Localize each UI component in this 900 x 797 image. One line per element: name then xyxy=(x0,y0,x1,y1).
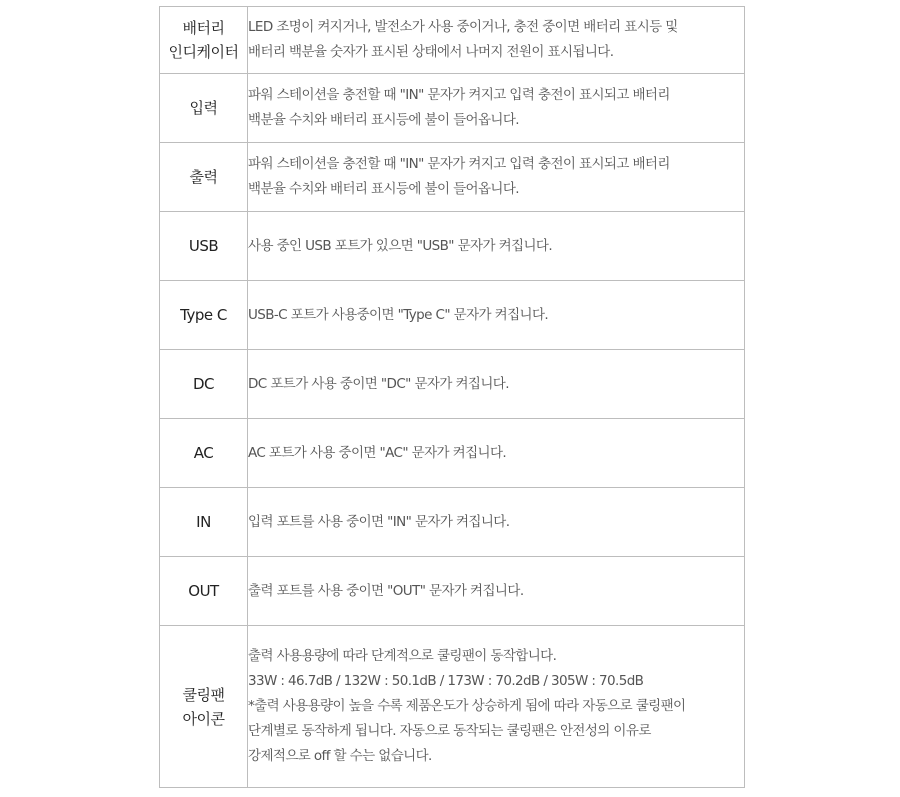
row-description: 파워 스테이션을 충전할 때 "IN" 문자가 켜지고 입력 충전이 표시되고 배터리 백분율 수치와 배터리 표시등에 불이 들어옵니다. xyxy=(248,143,745,212)
table-row xyxy=(160,212,745,281)
row-description: 출력 포트를 사용 중이면 "OUT" 문자가 켜집니다. xyxy=(248,557,745,626)
row-label: AC xyxy=(160,419,248,488)
table-row xyxy=(160,557,745,626)
row-description: 사용 중인 USB 포트가 있으면 "USB" 문자가 켜집니다. xyxy=(248,212,745,281)
row-label: OUT xyxy=(160,557,248,626)
table-row xyxy=(160,626,745,788)
indicator-spec-table xyxy=(159,6,745,788)
table-row xyxy=(160,419,745,488)
row-label: 출력 xyxy=(160,143,248,212)
row-description: AC 포트가 사용 중이면 "AC" 문자가 켜집니다. xyxy=(248,419,745,488)
row-label: 입력 xyxy=(160,74,248,143)
row-label: 배터리 인디케이터 xyxy=(160,7,248,74)
row-label: DC xyxy=(160,350,248,419)
table-row xyxy=(160,281,745,350)
row-description: 입력 포트를 사용 중이면 "IN" 문자가 켜집니다. xyxy=(248,488,745,557)
row-label: IN xyxy=(160,488,248,557)
row-label: 쿨링팬 아이콘 xyxy=(160,626,248,788)
table-row xyxy=(160,143,745,212)
table-row xyxy=(160,7,745,74)
row-description: LED 조명이 켜지거나, 발전소가 사용 중이거나, 충전 중이면 배터리 표시등 및 배터리 백분율 숫자가 표시된 상태에서 나머지 전원이 표시됩니다. xyxy=(248,7,745,74)
row-label: Type C xyxy=(160,281,248,350)
table-row xyxy=(160,488,745,557)
row-description: 출력 사용용량에 따라 단계적으로 쿨링팬이 동작합니다. 33W : 46.7dB / 132W : 50.1dB / 173W : 70.2dB / 305W : 70.5dB *출력 사용용량이 높을 수록 제품온도가 상승하게 됨에 따라 자동으로 쿨링팬이 단계별로 동작하게 됩니다. 자동으로 동작되는 쿨링팬은 안전성의 이유로 강제적으로 off 할 수는 없습니다. xyxy=(248,626,745,788)
row-label: USB xyxy=(160,212,248,281)
row-description: USB-C 포트가 사용중이면 "Type C" 문자가 켜집니다. xyxy=(248,281,745,350)
row-description: 파워 스테이션을 충전할 때 "IN" 문자가 켜지고 입력 충전이 표시되고 배터리 백분율 수치와 배터리 표시등에 불이 들어옵니다. xyxy=(248,74,745,143)
table-row xyxy=(160,74,745,143)
row-description: DC 포트가 사용 중이면 "DC" 문자가 켜집니다. xyxy=(248,350,745,419)
table-row xyxy=(160,350,745,419)
